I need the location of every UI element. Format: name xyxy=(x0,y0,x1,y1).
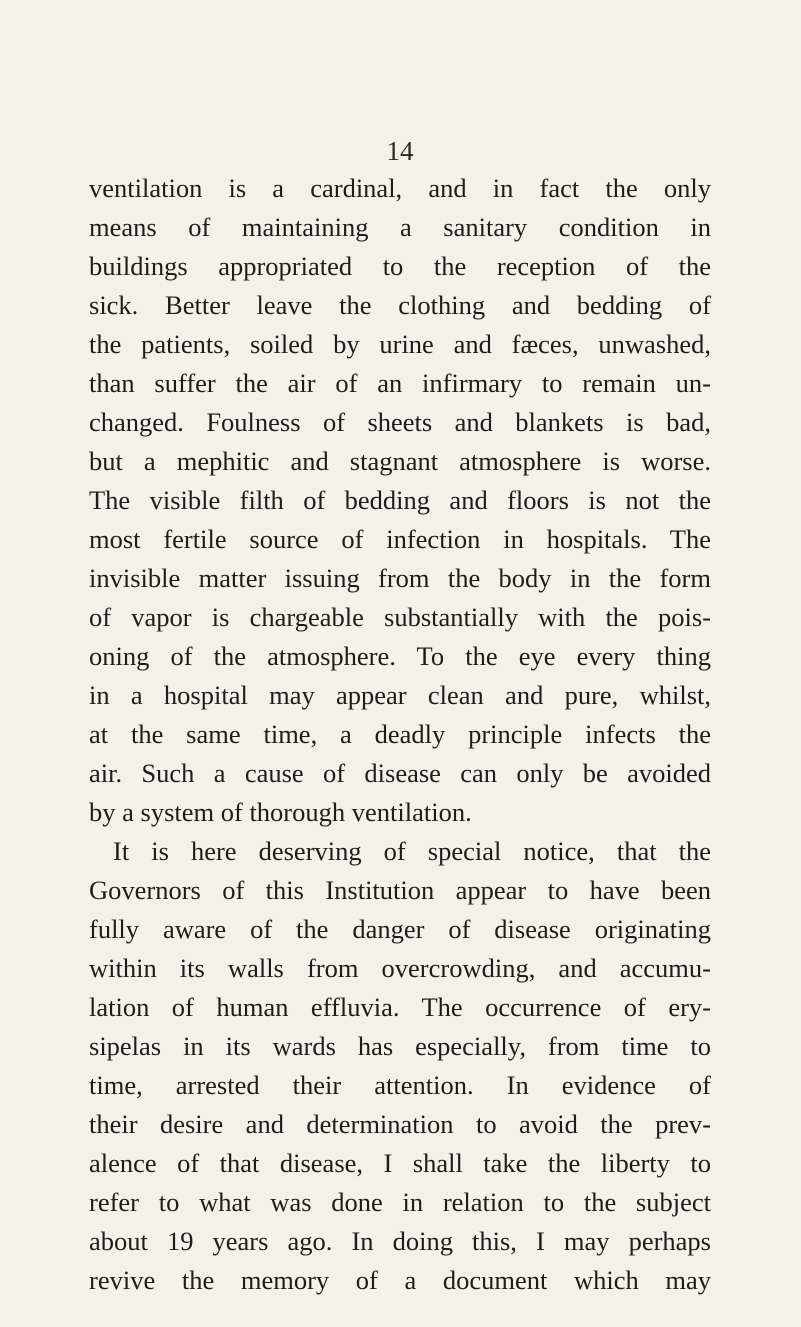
text-line: in a hospital may appear clean and pure, whilst, xyxy=(89,680,711,710)
text-line: the patients, soiled by urine and fæces, unwashed, xyxy=(89,329,711,359)
text-line: It is here deserving of special notice, that the xyxy=(113,836,711,866)
text-line: within its walls from overcrowding, and accumu- xyxy=(89,953,711,983)
text-line: at the same time, a deadly principle infects the xyxy=(89,719,711,749)
text-line: about 19 years ago. In doing this, I may perhaps xyxy=(89,1226,711,1256)
text-line: of vapor is chargeable substantially with the pois- xyxy=(89,602,711,632)
text-line: The visible filth of bedding and floors is not the xyxy=(89,485,711,515)
text-line: than suffer the air of an infirmary to remain un- xyxy=(89,368,711,398)
text-line: Governors of this Institution appear to have been xyxy=(89,875,711,905)
text-line: most fertile source of infection in hospitals. The xyxy=(89,524,711,554)
text-line: sipelas in its wards has especially, from time to xyxy=(89,1031,711,1061)
text-line: oning of the atmosphere. To the eye every thing xyxy=(89,641,711,671)
text-line: means of maintaining a sanitary condition in xyxy=(89,212,711,242)
body-text xyxy=(89,169,711,1300)
text-line: their desire and determination to avoid the prev- xyxy=(89,1109,711,1139)
text-line: changed. Foulness of sheets and blankets is bad, xyxy=(89,407,711,437)
text-line: lation of human effluvia. The occurrence of ery- xyxy=(89,992,711,1022)
text-line: alence of that disease, I shall take the liberty to xyxy=(89,1148,711,1178)
page-number: 14 xyxy=(386,136,414,166)
text-line: by a system of thorough ventilation. xyxy=(89,797,472,827)
text-line: fully aware of the danger of disease originating xyxy=(89,914,711,944)
text-line: ventilation is a cardinal, and in fact the only xyxy=(89,173,711,203)
text-line: revive the memory of a document which may xyxy=(89,1265,711,1295)
text-line: but a mephitic and stagnant atmosphere is worse. xyxy=(89,446,711,476)
text-line: sick. Better leave the clothing and bedding of xyxy=(89,290,711,320)
text-line: buildings appropriated to the reception of the xyxy=(89,251,711,281)
text-line: refer to what was done in relation to the subject xyxy=(89,1187,711,1217)
text-line: air. Such a cause of disease can only be avoided xyxy=(89,758,711,788)
text-line: invisible matter issuing from the body in the form xyxy=(89,563,711,593)
text-line: time, arrested their attention. In evidence of xyxy=(89,1070,711,1100)
